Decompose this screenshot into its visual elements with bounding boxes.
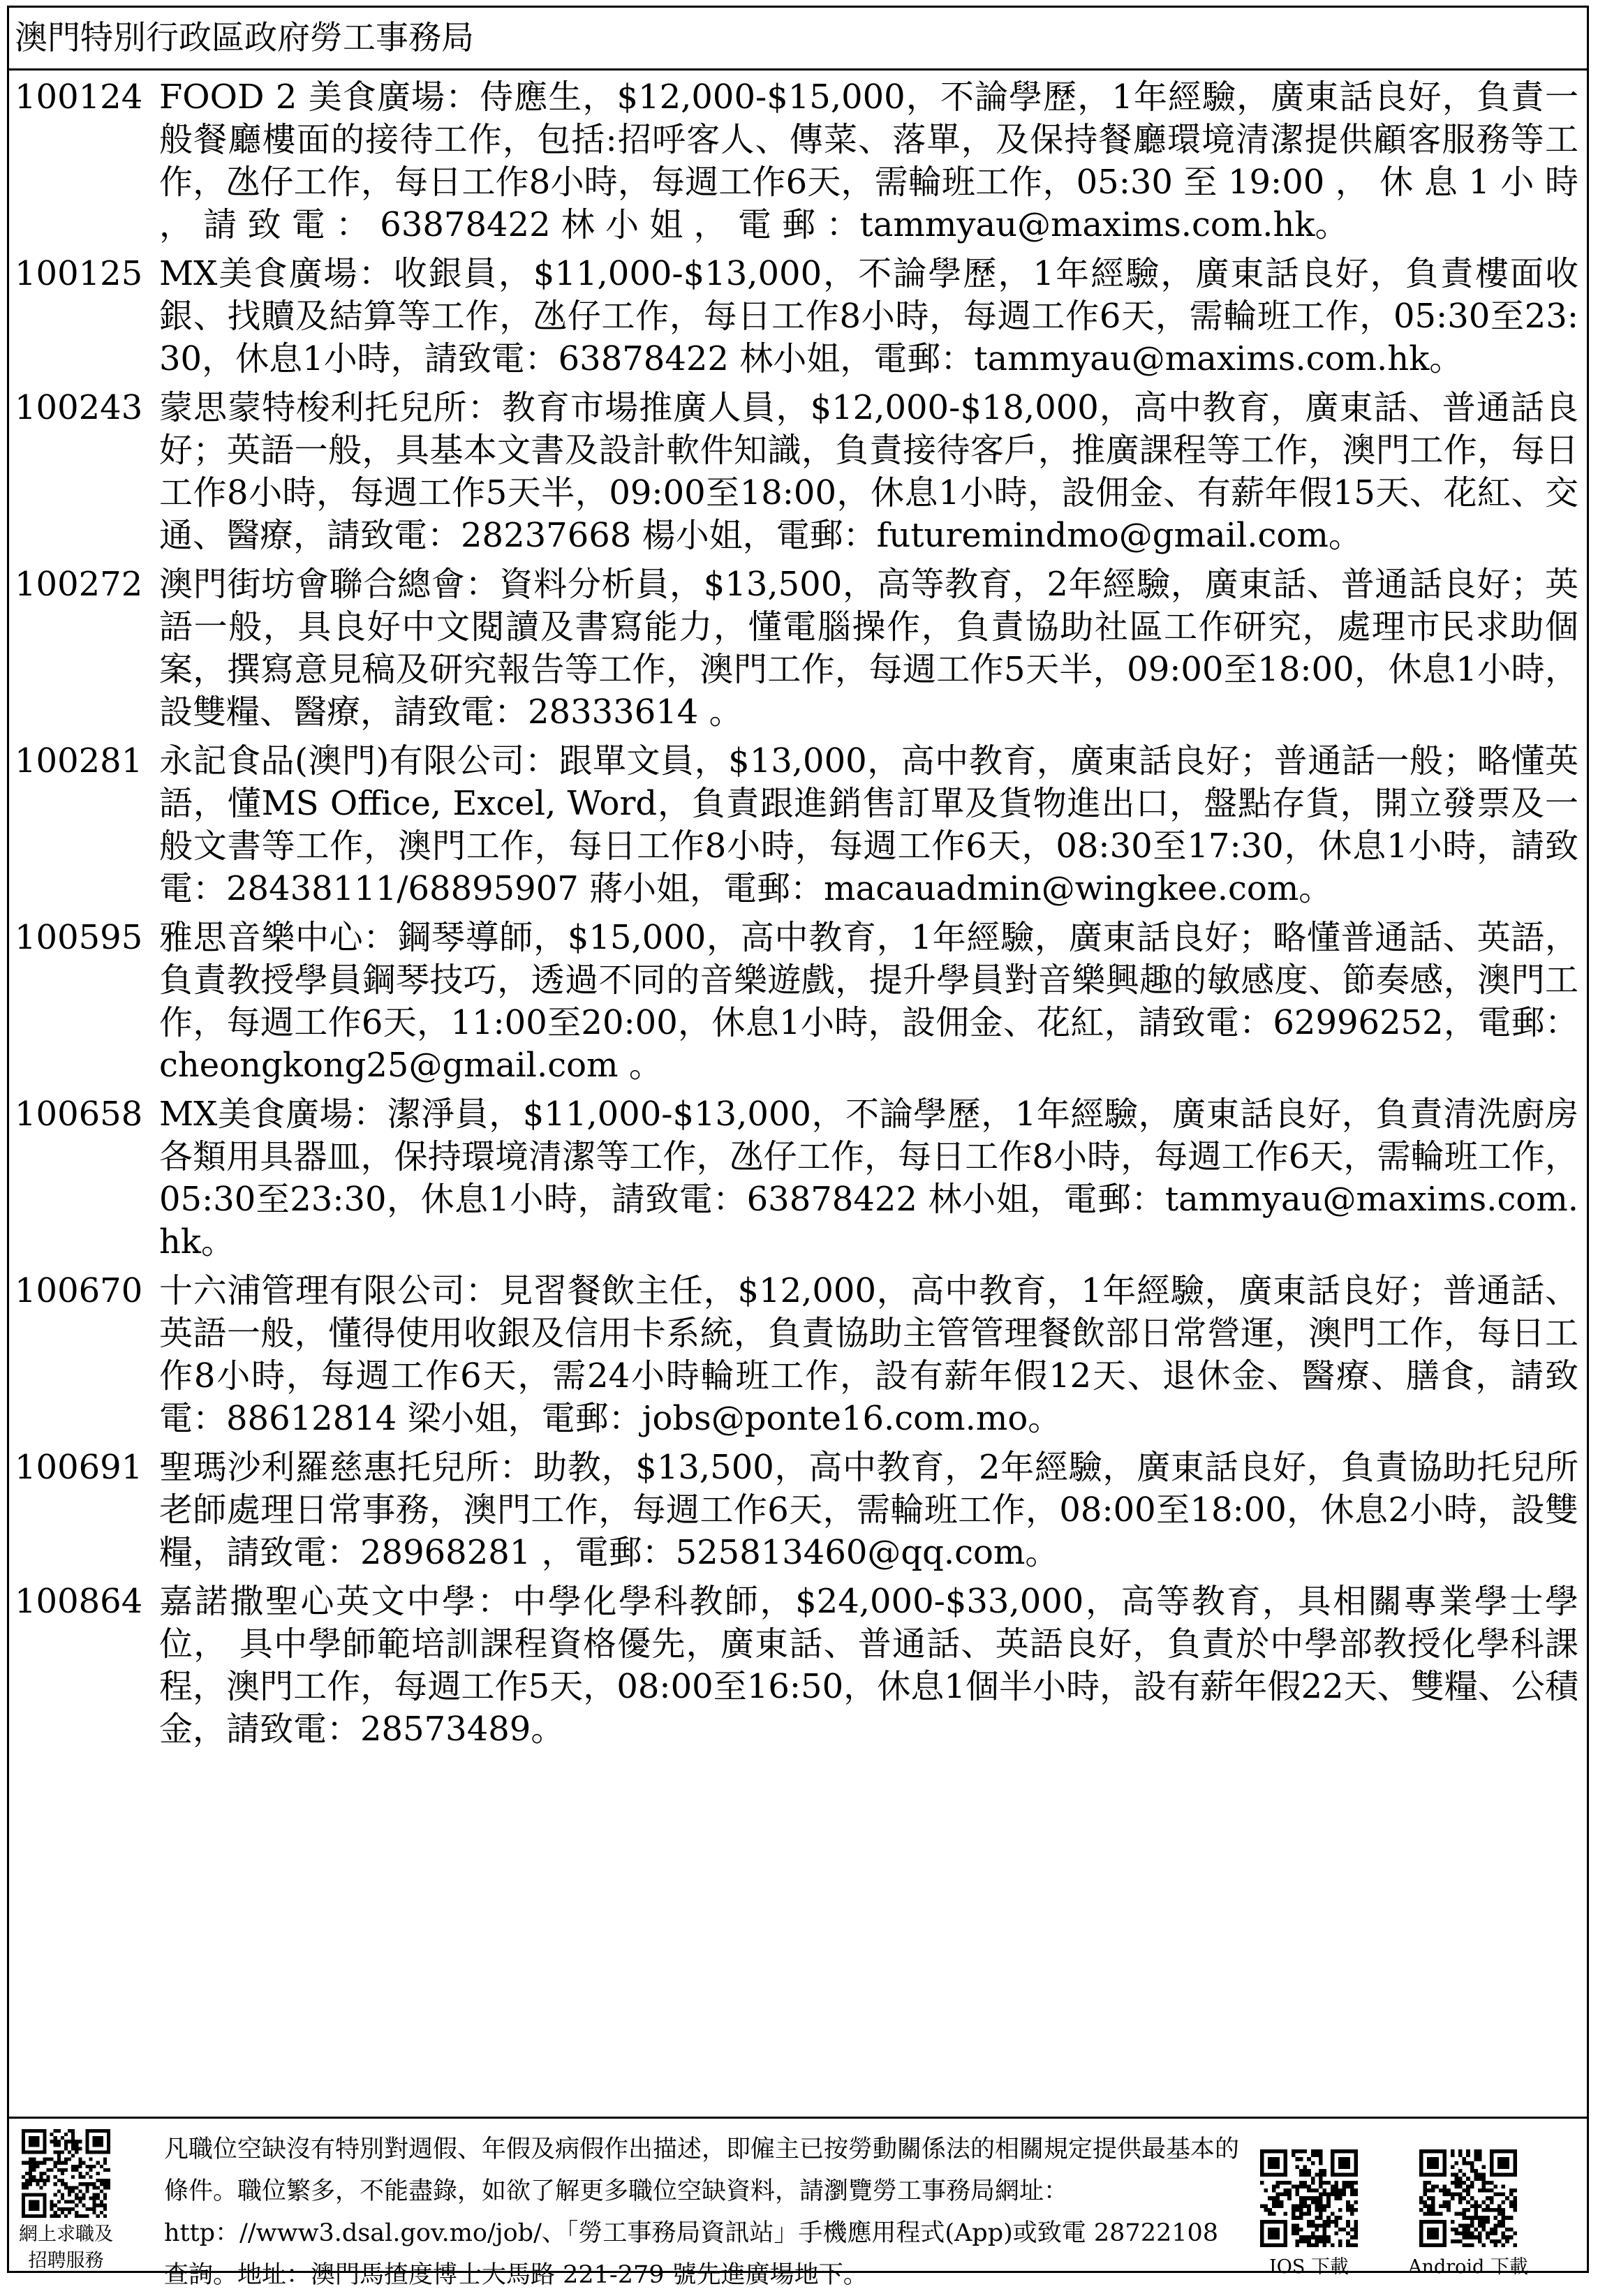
job-portal-qr-code[interactable] <box>22 2129 110 2218</box>
job-description: MX美食廣場：潔淨員，$11,000-$13,000，不論學歷，1年經驗，廣東話良好，負責清洗廚房各類用具器皿，保持環境清潔等工作，氹仔工作，每日工作8小時，每週工作6天，需輪班工作，05:30至23:30，休息1小時，請致電：63878422 林小姐，電郵：tammyau@maxims.com.hk。 <box>159 1095 1578 1261</box>
job-entry <box>15 1446 1578 1574</box>
job-entry <box>15 253 1578 380</box>
android-qr-code[interactable] <box>1419 2149 1517 2247</box>
job-description: 十六浦管理有限公司：見習餐飲主任，$12,000，高中教育，1年經驗，廣東話良好；普通話、英語一般，懂得使用收銀及信用卡系統，負責協助主管管理餐飲部日常營運，澳門工作，每日工作8小時，每週工作6天，需24小時輪班工作，設有薪年假12天、退休金、醫療、膳食，請致電：88612814 梁小姐，電郵：jobs@ponte16.com.mo。 <box>159 1271 1578 1438</box>
job-id: 100670 <box>15 1271 143 1310</box>
job-entry <box>15 563 1578 734</box>
job-id: 100658 <box>15 1095 143 1134</box>
job-entry <box>15 1580 1578 1751</box>
job-id: 100864 <box>15 1582 143 1621</box>
page-title: 澳門特別行政區政府勞工事務局 <box>9 8 1587 71</box>
job-portal-caption-line2: 招聘服務 <box>28 2250 104 2272</box>
job-description: FOOD 2 美食廣場：侍應生，$12,000-$15,000，不論學歷，1年經驗，廣東話良好，負責一般餐廳樓面的接待工作，包括:招呼客人、傳菜、落單，及保持餐廳環境清潔提供顧客服務等工作，氹仔工作，每日工作8小時，每週工作6天，需輪班工作，05:30 至 19:00 ， 休 息 1 小 時 ， 請 致 電 ： 63878422 林 小 姐 ， 電 郵 ：tammyau@maxims.com.hk。 <box>159 77 1578 244</box>
job-entry <box>15 917 1578 1087</box>
job-entry <box>15 1270 1578 1440</box>
job-description: 嘉諾撒聖心英文中學：中學化學科教師，$24,000-$33,000，高等教育，具相關專業學士學位， 具中學師範培訓課程資格優先，廣東話、普通話、英語良好，負責於中學部教授化學科課程，澳門工作，每週工作5天，08:00至16:50，休息1個半小時，設有薪年假22天、雙糧、公積金，請致電：28573489。 <box>159 1582 1578 1749</box>
job-id: 100281 <box>15 741 143 780</box>
notice-frame <box>7 6 1589 2289</box>
job-entry <box>15 387 1578 557</box>
job-listings <box>9 71 1587 2117</box>
job-id: 100125 <box>15 254 143 293</box>
footer <box>9 2117 1587 2289</box>
ios-download-caption: IOS 下載 <box>1269 2256 1349 2278</box>
job-entry <box>15 1093 1578 1264</box>
job-id: 100124 <box>15 77 143 117</box>
job-portal-caption-line1: 網上求職及 <box>19 2223 113 2245</box>
job-description: 雅思音樂中心：鋼琴導師，$15,000，高中教育，1年經驗，廣東話良好；略懂普通話、英語，負責教授學員鋼琴技巧，透過不同的音樂遊戲，提升學員對音樂興趣的敏感度、節奏感，澳門工作，每週工作6天，11:00至20:00，休息1小時，設佣金、花紅，請致電：62996252，電郵：cheongkong25@gmail.com 。 <box>159 918 1578 1085</box>
job-entry <box>15 76 1578 246</box>
job-id: 100272 <box>15 565 143 604</box>
job-id: 100243 <box>15 388 143 427</box>
job-description: 澳門街坊會聯合總會：資料分析員，$13,500，高等教育，2年經驗，廣東話、普通話良好；英語一般，具良好中文閱讀及書寫能力，懂電腦操作，負責協助社區工作研究，處理市民求助個案，撰寫意見稿及研究報告等工作，澳門工作，每週工作5天半，09:00至18:00，休息1小時，設雙糧、醫療，請致電：28333614 。 <box>159 565 1578 732</box>
job-description: MX美食廣場：收銀員，$11,000-$13,000，不論學歷，1年經驗，廣東話良好，負責樓面收銀、找贖及結算等工作，氹仔工作，每日工作8小時，每週工作6天，需輪班工作，05:30至23:30，休息1小時，請致電：63878422 林小姐，電郵：tammyau@maxims.com.hk。 <box>159 254 1578 378</box>
job-id: 100595 <box>15 918 143 957</box>
job-description: 聖瑪沙利羅慈惠托兒所：助教，$13,500，高中教育，2年經驗，廣東話良好，負責協助托兒所老師處理日常事務，澳門工作，每週工作6天，需輪班工作，08:00至18:00，休息2小時，設雙糧，請致電：28968281 ，電郵：525813460@qq.com。 <box>159 1448 1578 1572</box>
footer-notice: 凡職位空缺沒有特別對週假、年假及病假作出描述，即僱主已按勞動關係法的相關規定提供最基本的條件。職位繁多，不能盡錄，如欲了解更多職位空缺資料，請瀏覽勞工事務局網址：http：//www3.dsal.gov.mo/job/、「勞工事務局資訊站」手機應用程式(App)或致電 28722108 查詢。地址：澳門馬揸度博士大馬路 221-279 號先進廣場地下。 <box>164 2135 1240 2289</box>
job-entry <box>15 740 1578 910</box>
job-id: 100691 <box>15 1448 143 1487</box>
job-description: 蒙思蒙特梭利托兒所：教育市場推廣人員，$12,000-$18,000，高中教育，廣東話、普通話良好；英語一般，具基本文書及設計軟件知識，負責接待客戶，推廣課程等工作，澳門工作，每日工作8小時，每週工作5天半，09:00至18:00，休息1小時，設佣金、有薪年假15天、花紅、交通、醫療，請致電：28237668 楊小姐，電郵：futuremindmo@gmail.com。 <box>159 388 1578 555</box>
android-download-caption: Android 下載 <box>1408 2256 1528 2278</box>
ios-qr-code[interactable] <box>1260 2149 1358 2247</box>
job-description: 永記食品(澳門)有限公司：跟單文員，$13,000，高中教育，廣東話良好；普通話一般；略懂英語，懂MS Office, Excel, Word，負責跟進銷售訂單及貨物進出口，盤點存貨，開立發票及一般文書等工作，澳門工作，每日工作8小時，每週工作6天，08:30至17:30，休息1小時，請致電：28438111/68895907 蔣小姐，電郵：macauadmin@wingkee.com。 <box>159 741 1578 908</box>
